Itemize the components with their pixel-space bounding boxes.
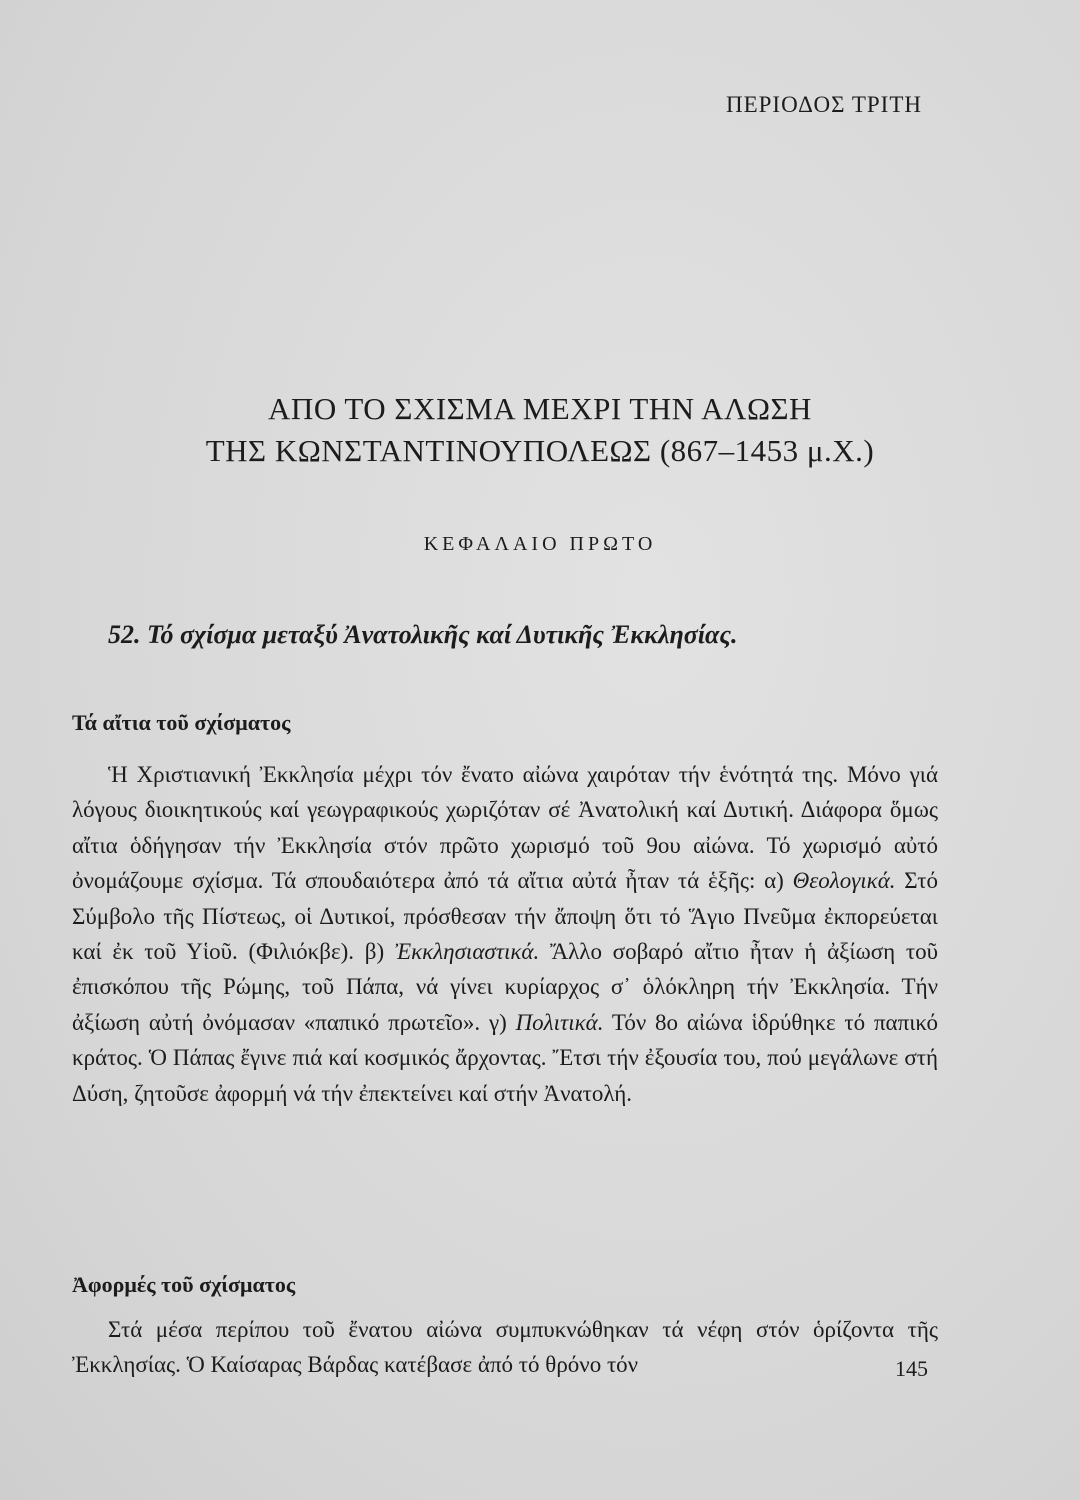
paragraph-causes-text-4: Τόν 8ο αἰώνα ἱδρύθηκε τό παπικό κράτος. Ὁ Πάπας ἔγινε πιά καί κοσμικός ἄρχοντας. Ἔτσι τήν ἐξουσία του, πού μεγάλωνε στή Δύση, ζητοῦσε ἀφορμή νά τήν ἐπεκτείνει καί στήν Ἀνατολή. bbox=[72, 1009, 938, 1106]
paragraph-causes-text-1: Ἡ Χριστιανική Ἐκκλησία μέχρι τόν ἔνατο αἰώνα χαιρόταν τήν ἑνότητά της. Μόνο γιά λόγους διοικητικούς καί γεωγραφικούς χωριζόταν σέ Ἀνατολική καί Δυτική. Διάφορα ὅμως αἴτια ὁδήγησαν τήν Ἐκκλησία στόν πρῶτο χωρισμό τοῦ 9ου αἰώνα. Τό χωρισμό αὐτό ὀνομάζουμε σχίσμα. Τά σπουδαιότερα ἀπό τά αἴτια αὐτά ἦταν τά ἑξῆς: α) bbox=[72, 762, 938, 894]
subheading-causes: Τά αἴτια τοῦ σχίσματος bbox=[72, 710, 291, 735]
emphasis-political: Πολιτικά. bbox=[515, 1009, 604, 1035]
emphasis-theological: Θεολογικά. bbox=[792, 868, 896, 894]
part-title bbox=[130, 388, 950, 472]
part-title-line-2: ΤΗΣ ΚΩΝΣΤΑΝΤΙΝΟΥΠΟΛΕΩΣ (867–1453 μ.Χ.) bbox=[205, 433, 875, 468]
chapter-label: ΚΕΦΑΛΑΙΟ ΠΡΩΤΟ bbox=[423, 533, 657, 555]
part-title-line-1: ΑΠΟ ΤΟ ΣΧΙΣΜΑ ΜΕΧΡΙ ΤΗΝ ΑΛΩΣΗ bbox=[268, 391, 812, 426]
paragraph-causes-text-2: Στό Σύμβολο τῆς Πίστεως, οἱ Δυτικοί, πρόσθεσαν τήν ἄποψη ὅτι τό Ἅγιο Πνεῦμα ἐκπορεύεται καί ἐκ τοῦ Υἱοῦ. (Φιλιόκβε). β) bbox=[72, 868, 938, 965]
paragraph-occasions: Στά μέσα περίπου τοῦ ἔνατου αἰώνα συμπυκνώθηκαν τά νέφη στόν ὁρίζοντα τῆς Ἐκκλησίας. Ὁ Καίσαρας Βάρδας κατέβασε ἀπό τό θρόνο τόν bbox=[72, 1317, 938, 1378]
page-number: 145 bbox=[895, 1356, 928, 1381]
running-head: ΠΕΡΙΟΔΟΣ ΤΡΙΤΗ bbox=[725, 92, 922, 117]
subheading-occasions: Ἀφορμές τοῦ σχίσματος bbox=[72, 1272, 296, 1297]
paragraph-causes bbox=[72, 757, 938, 1111]
section-heading: 52. Τό σχίσμα μεταξύ Ἀνατολικῆς καί Δυτικῆς Ἐκκλησίας. bbox=[108, 620, 738, 649]
emphasis-ecclesiastical: Ἐκκλησιαστικά. bbox=[394, 939, 540, 965]
paragraph-causes-text-3: Ἄλλο σοβαρό αἴτιο ἦταν ἡ ἀξίωση τοῦ ἐπισκόπου τῆς Ρώμης, τοῦ Πάπα, νά γίνει κυρίαρχος σ᾽ ὁλόκληρη τήν Ἐκκλησία. Τήν ἀξίωση αὐτή ὀνόμασαν «παπικό πρωτεῖο». γ) bbox=[72, 939, 938, 1035]
